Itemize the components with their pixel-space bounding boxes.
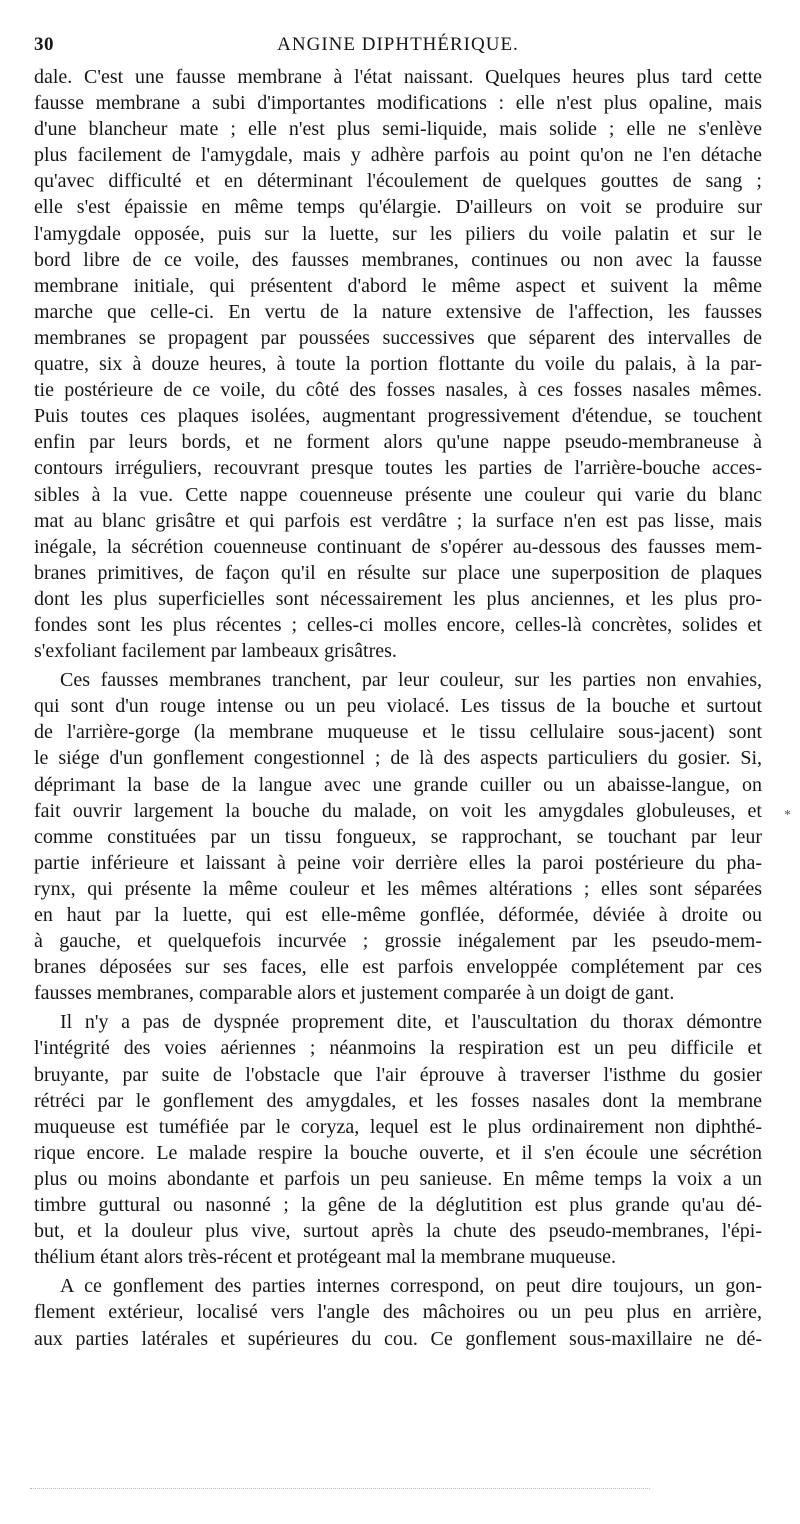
text-line: rynx, qui présente la même couleur et les mêmes altérations ; elles sont séparées — [34, 877, 762, 900]
text-line: aux parties latérales et supérieures du cou. Ce gonflement sous-maxillaire ne dé- — [34, 1327, 762, 1350]
text-line: comme constituées par un tissu fongueux, se rapprochant, se touchant par leur — [34, 825, 762, 848]
text-line: plus facilement de l'amygdale, mais y adhère parfois au point qu'on ne l'en détache — [34, 144, 762, 167]
text-line: d'une blancheur mate ; elle n'est plus semi-liquide, mais solide ; elle ne s'enlève — [34, 118, 762, 141]
text-line: branes déposées sur ses faces, elle est parfois enveloppée complétement par ces — [34, 956, 762, 979]
page-number: 30 — [34, 34, 54, 55]
text-line: s'exfoliant facilement par lambeaux grisâtres. — [34, 640, 397, 663]
text-line: Ces fausses membranes tranchent, par leur couleur, sur les parties non envahies, — [60, 669, 762, 692]
text-line: dont les plus superficielles sont nécessairement les plus anciennes, et les plus pro- — [34, 587, 762, 610]
text-line: inégale, la sécrétion couenneuse continuant de s'opérer au-dessous des fausses mem- — [34, 535, 762, 558]
text-line: enfin par leurs bords, et ne forment alors qu'une nappe pseudo-membraneuse à — [34, 431, 762, 454]
text-line: qu'avec difficulté et en déterminant l'écoulement de quelques gouttes de sang ; — [34, 170, 762, 193]
paragraph-2 — [34, 667, 762, 1006]
text-line: branes primitives, de façon qu'il en résulte sur place une superposition de plaques — [34, 561, 762, 584]
text-line: le siége d'un gonflement congestionnel ; de là des aspects particuliers du gosier. Si, — [34, 747, 762, 770]
margin-asterisk: * — [784, 808, 791, 823]
text-line: fausse membrane a subi d'importantes modifications : elle n'est plus opaline, mais — [34, 92, 762, 115]
text-line: elle s'est épaissie en même temps qu'élargie. D'ailleurs on voit se produire sur — [34, 196, 762, 219]
text-line: déprimant la base de la langue avec une grande cuiller ou un abaisse-langue, on — [34, 773, 762, 796]
text-line: Il n'y a pas de dyspnée proprement dite, et l'auscultation du thorax démontre — [60, 1011, 762, 1034]
text-line: l'amygdale opposée, puis sur la luette, sur les piliers du voile palatin et sur le — [34, 222, 762, 245]
text-line: qui sont d'un rouge intense ou un peu violacé. Les tissus de la bouche et surtout — [34, 695, 762, 718]
text-line: rique encore. Le malade respire la bouche ouverte, et il s'en écoule une sécrétion — [34, 1141, 762, 1164]
text-line: en haut par la luette, qui est elle-même gonflée, déformée, déviée à droite ou — [34, 904, 762, 926]
running-head — [34, 34, 762, 64]
text-line: thélium étant alors très-récent et protégeant mal la membrane muqueuse. — [34, 1246, 616, 1269]
text-line: marche que celle-ci. En vertu de la nature extensive de l'affection, les fausses — [34, 300, 762, 323]
bottom-scan-noise — [30, 1488, 650, 1490]
text-line: muqueuse est tuméfiée par le coryza, lequel est le plus ordinairement non diphthé- — [34, 1115, 762, 1138]
text-line: A ce gonflement des parties internes correspond, on peut dire toujours, un gon- — [60, 1275, 762, 1298]
text-line: fait ouvrir largement la bouche du malade, on voit les amygdales globuleuses, et — [34, 799, 762, 822]
paragraph-3 — [34, 1009, 762, 1270]
text-line: rétréci par le gonflement des amygdales, et les fosses nasales dont la membrane — [34, 1089, 762, 1112]
text-line: bord libre de ce voile, des fausses membranes, continues ou non avec la fausse — [34, 248, 762, 271]
paragraph-1 — [34, 64, 762, 664]
text-line: timbre guttural ou nasonné ; la gêne de la déglutition est plus grande qu'au dé- — [34, 1194, 762, 1217]
paragraph-4 — [34, 1273, 762, 1351]
text-line: Puis toutes ces plaques isolées, augmentant progressivement d'étendue, se touchent — [34, 405, 762, 428]
running-title: ANGINE DIPHTHÉRIQUE. — [277, 34, 519, 55]
text-line: bruyante, par suite de l'obstacle que l'air éprouve à traverser l'isthme du gosier — [34, 1063, 762, 1086]
text-line: tie postérieure de ce voile, du côté des fosses nasales, à ces fosses nasales mêmes. — [34, 379, 762, 402]
text-line: dale. C'est une fausse membrane à l'état naissant. Quelques heures plus tard cette — [34, 66, 762, 88]
text-line: sibles à la vue. Cette nappe couenneuse présente une couleur qui varie du blanc — [34, 483, 762, 506]
text-line: quatre, six à douze heures, à toute la portion flottante du voile du palais, à la par- — [34, 353, 762, 376]
text-line: de l'arrière-gorge (la membrane muqueuse et le tissu cellulaire sous-jacent) sont — [34, 721, 762, 744]
text-line: fausses membranes, comparable alors et justement comparée à un doigt de gant. — [34, 982, 675, 1005]
text-line: membranes se propagent par poussées successives que séparent des intervalles de — [34, 326, 762, 349]
text-line: contours irréguliers, recouvrant presque toutes les parties de l'arrière-bouche acces- — [34, 457, 762, 480]
text-line: mat au blanc grisâtre et qui parfois est verdâtre ; la surface n'en est pas lisse, mais — [34, 509, 762, 532]
text-line: but, et la douleur plus vive, surtout après la chute des pseudo-membranes, l'épi- — [34, 1220, 762, 1243]
text-line: membrane initiale, qui présentent d'abord le même aspect et suivent la même — [34, 274, 762, 297]
text-line: flement extérieur, localisé vers l'angle des mâchoires ou un peu plus en arrière, — [34, 1301, 762, 1324]
text-line: fondes sont les plus récentes ; celles-ci molles encore, celles-là concrètes, solides et — [34, 613, 762, 636]
book-page — [34, 34, 762, 1352]
text-line: à gauche, et quelquefois incurvée ; grossie inégalement par les pseudo-mem- — [34, 930, 762, 953]
text-line: partie inférieure et laissant à peine voir derrière elles la paroi postérieure du pha- — [34, 851, 762, 874]
text-line: l'intégrité des voies aériennes ; néanmoins la respiration est un peu difficile et — [34, 1037, 762, 1060]
text-line: plus ou moins abondante et parfois un peu sanieuse. En même temps la voix a un — [34, 1167, 762, 1190]
